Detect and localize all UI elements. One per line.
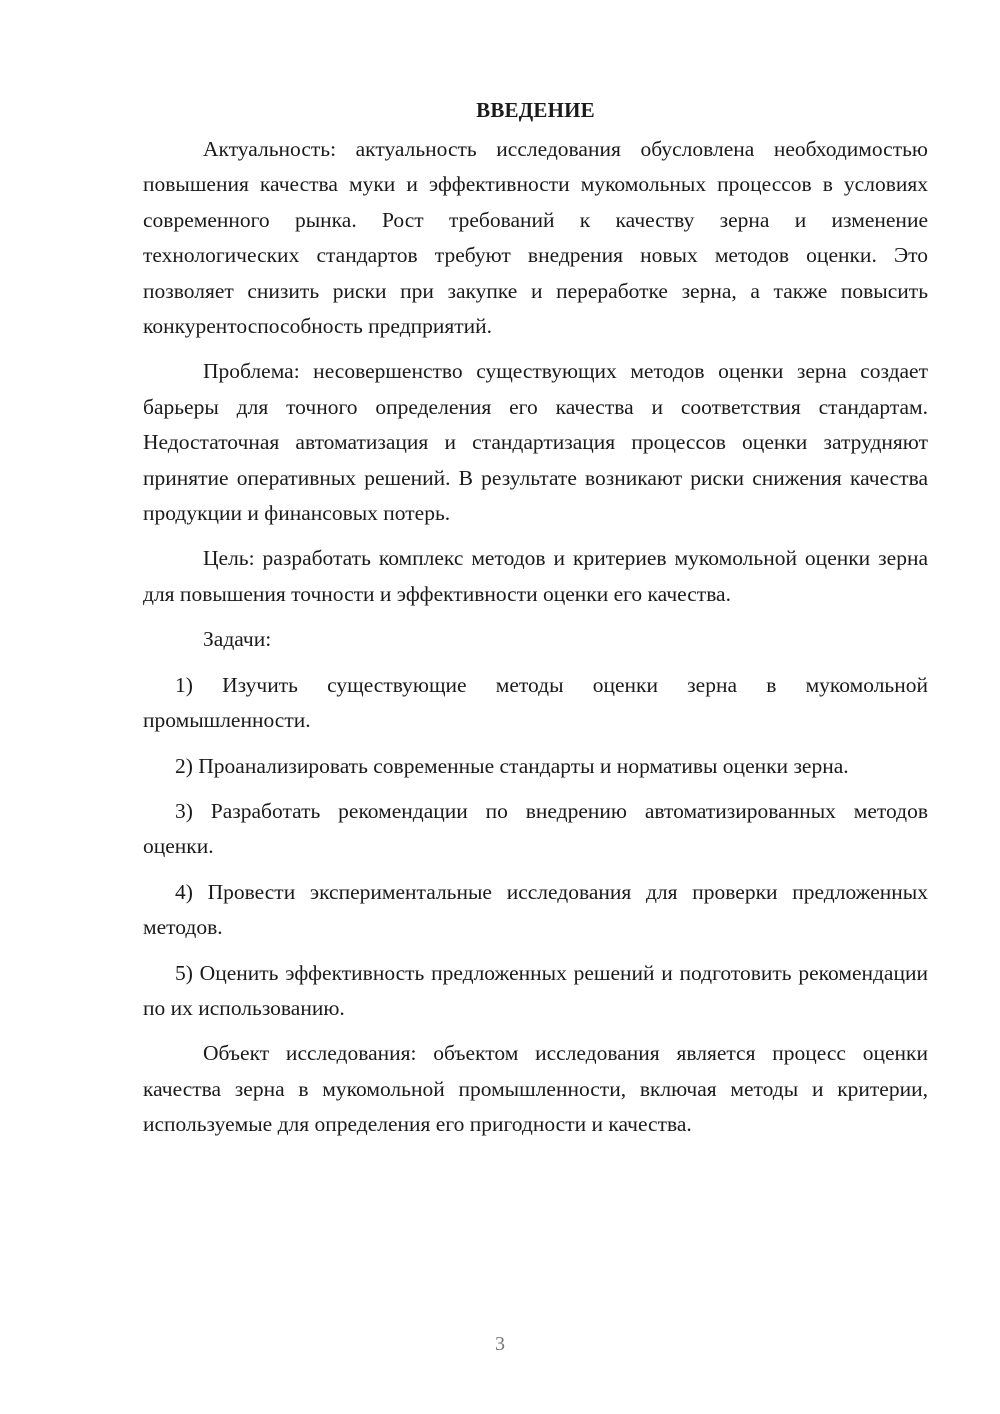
task-item-3: 3) Разработать рекомендации по внедрению автоматизированных методов оценки. [143, 798, 928, 859]
task-item-4: 4) Провести экспериментальные исследования для проверки предложенных методов. [143, 879, 928, 940]
relevance-paragraph: Актуальность: актуальность исследования обусловлена необходимостью повышения качества муки и эффективности мукомольных процессов в условиях современного рынка. Рост требований к качеству зерна и изменение технологических стандартов требуют внедрения новых методов оценки. Это позволяет снизить риски при закупке и переработке зерна, а также повысить конкурентоспособность предприятий. [143, 137, 928, 339]
object-paragraph: Объект исследования: объектом исследования является процесс оценки качества зерна в мукомольной промышленности, включая методы и критерии, используемые для определения его пригодности и качества. [143, 1041, 928, 1137]
task-item-1: 1) Изучить существующие методы оценки зерна в мукомольной промышленности. [143, 672, 928, 733]
task-item-2: 2) Проанализировать современные стандарты и нормативы оценки зерна. [175, 753, 849, 778]
problem-paragraph: Проблема: несовершенство существующих методов оценки зерна создает барьеры для точного определения его качества и соответствия стандартам. Недостаточная автоматизация и стандартизация процессов оценки затрудняют принятие оперативных решений. В результате возникают риски снижения качества продукции и финансовых потерь. [143, 359, 928, 526]
task-item-5: 5) Оценить эффективность предложенных решений и подготовить рекомендации по их использованию. [143, 960, 928, 1020]
page-body [143, 92, 928, 1143]
page-number: 3 [495, 1333, 505, 1355]
goal-paragraph: Цель: разработать комплекс методов и критериев мукомольной оценки зерна для повышения точности и эффективности оценки его качества. [143, 546, 928, 606]
page-title: ВВЕДЕНИЕ [476, 98, 595, 122]
tasks-label: Задачи: [203, 627, 272, 652]
